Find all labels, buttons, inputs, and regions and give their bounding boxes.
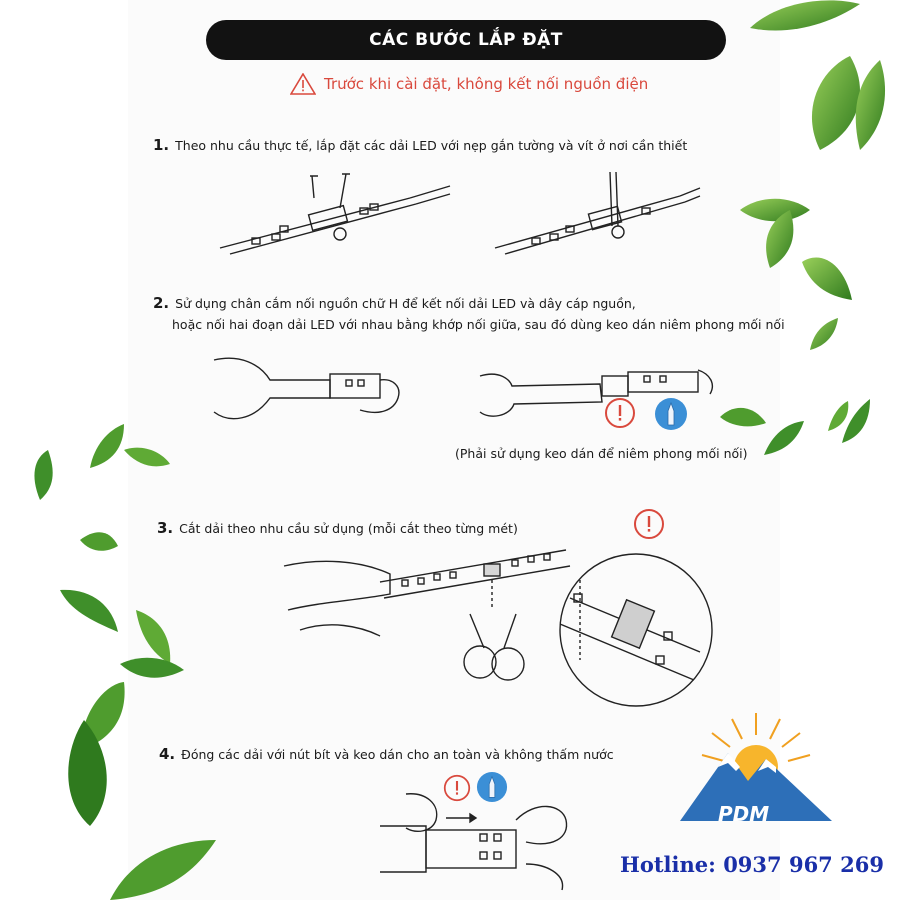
pdm-logo (676, 713, 836, 829)
cut-strip-with-scissors-illustration (280, 540, 720, 720)
leaf-decoration-left (20, 420, 220, 900)
step-text: Theo nhu cầu thực tế, lắp đặt các dải LED với nẹp gắn tường và vít ở nơi cần thiết (175, 138, 688, 153)
warning-text: Trước khi cài đặt, không kết nối nguồn điện (324, 75, 649, 93)
step-1 (153, 136, 687, 154)
caution-icon (633, 508, 665, 540)
glue-seal-note: (Phải sử dụng keo dán để niêm phong mối nối) (455, 446, 748, 461)
warning-triangle-icon (290, 73, 316, 95)
step-number: 2. (153, 294, 170, 312)
hotline-text: Hotline: 0937 967 269 (620, 852, 884, 877)
glue-tube-icon (654, 397, 688, 431)
step-4 (159, 745, 614, 763)
logo-text: PDM (718, 802, 770, 826)
step-text: Sử dụng chân cắm nối nguồn chữ H để kết nối dải LED và dây cáp nguồn, (175, 296, 636, 311)
step-number: 4. (159, 745, 176, 763)
leaf-decoration-top-right (740, 0, 900, 360)
caution-icon (604, 397, 636, 429)
step-2 (153, 294, 636, 312)
page-title: CÁC BƯỚC LẮP ĐẶT (206, 20, 726, 60)
warning-line (290, 73, 648, 95)
step-text: Cắt dải theo nhu cầu sử dụng (mỗi cắt theo từng mét) (179, 521, 518, 536)
step-text: Đóng các dải với nút bít và keo dán cho an toàn và không thấm nước (181, 747, 614, 762)
step-number: 3. (157, 519, 174, 537)
led-strip-screw-mount-illustration (210, 168, 710, 258)
end-cap-sealing-illustration (376, 790, 576, 900)
step-2-line-2: hoặc nối hai đoạn dải LED với nhau bằng khớp nối giữa, sau đó dùng keo dán niêm phong mối nối (172, 317, 785, 332)
step-3 (157, 519, 518, 537)
step-number: 1. (153, 136, 170, 154)
h-connector-joining-illustration (210, 350, 730, 440)
